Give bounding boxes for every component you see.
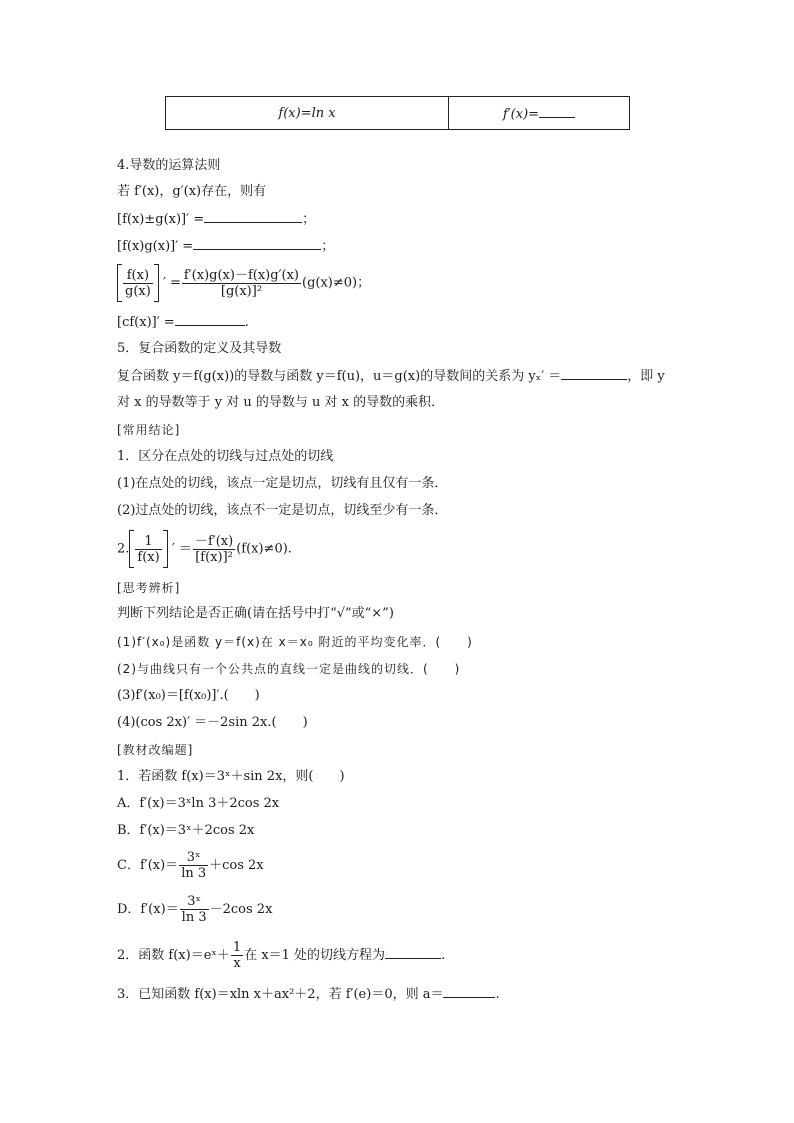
answer-blank[interactable] bbox=[443, 985, 495, 998]
answer-blank[interactable] bbox=[539, 105, 575, 118]
section-5-line2: 对 x 的导数等于 y 对 u 的导数与 u 对 x 的导数的乘积． bbox=[117, 395, 445, 410]
section-5-heading: 5．复合函数的定义及其导数 bbox=[117, 341, 282, 356]
answer-blank[interactable] bbox=[385, 946, 441, 959]
choice-b[interactable]: B．f′(x)＝3ˣ＋2cos 2x bbox=[117, 823, 255, 838]
choice-d[interactable]: D．f′(x)＝ $\frac{\text{3ˣ}}{\ln 3}$ －2cos 2x bbox=[117, 894, 273, 925]
judgement-1: (1)f′(x₀)是函数 y＝f(x)在 x＝x₀ 附近的平均变化率．( ) bbox=[117, 635, 473, 649]
section-5-line1: 复合函数 y＝f(g(x))的导数与函数 y＝f(u)，u＝g(x)的导数间的关系为 yₓ′ ＝ ，即 y bbox=[117, 369, 665, 384]
conclusion-1b: (2)过点处的切线，该点不一定是切点，切线至少有一条． bbox=[117, 503, 448, 518]
problem-3: 3．已知函数 f(x)＝xln x＋ax²＋2，若 f′(e)＝0，则 a＝ . bbox=[117, 987, 500, 1002]
problem-1: 1．若函数 f(x)＝3ˣ＋sin 2x，则( ) bbox=[117, 769, 345, 784]
answer-blank[interactable] bbox=[204, 210, 302, 223]
answer-blank[interactable] bbox=[561, 367, 627, 380]
problem-2: 2．函数 f(x)＝eˣ＋ $\frac{1}{x}$ 在 x＝1 处的切线方程为 . bbox=[117, 940, 446, 971]
section-4-heading: 4.导数的运算法则 bbox=[117, 158, 221, 173]
section-4-intro: 若 f′(x)，g′(x)存在，则有 bbox=[117, 184, 267, 199]
answer-blank[interactable] bbox=[193, 237, 321, 250]
derivative-table bbox=[165, 96, 630, 130]
judgement-3: (3)f′(x₀)＝[f(x₀)]′.( ) bbox=[117, 688, 260, 703]
think-intro: 判断下列结论是否正确(请在括号中打“√”或“×”) bbox=[117, 606, 394, 621]
choice-c[interactable]: C．f′(x)＝ $\frac{\text{3ˣ}}{\ln 3}$ ＋cos 2x bbox=[117, 850, 264, 881]
think-tag: [思考辨析] bbox=[117, 581, 181, 595]
rule-sum: [f(x)±g(x)]′ = ； bbox=[117, 212, 316, 227]
rule-product: [f(x)g(x)]′ = ； bbox=[117, 239, 335, 254]
table-cell-derivative: f′(x)= bbox=[449, 97, 630, 130]
common-conclusions-tag: [常用结论] bbox=[117, 423, 181, 437]
conclusion-1a: (1)在点处的切线，该点一定是切点，切线有且仅有一条． bbox=[117, 476, 448, 491]
conclusion-2: 2. $\frac{1}{f(x)}$ ′ ＝ $\frac{-f'(x)}{\text{[f(x)]²}}$ (f(x)≠0). bbox=[117, 530, 292, 568]
conclusion-1: 1．区分在点处的切线与过点处的切线 bbox=[117, 449, 334, 464]
textbook-tag: [教材改编题] bbox=[117, 743, 194, 757]
choice-a[interactable]: A．f′(x)＝3ˣln 3＋2cos 2x bbox=[117, 796, 280, 811]
judgement-2: (2)与曲线只有一个公共点的直线一定是曲线的切线．( ) bbox=[117, 662, 461, 676]
table-cell-function: f(x)=ln x bbox=[166, 97, 449, 130]
rule-constant: [cf(x)]′ = . bbox=[117, 315, 249, 330]
judgement-4: (4)(cos 2x)′ ＝－2sin 2x.( ) bbox=[117, 715, 308, 730]
answer-blank[interactable] bbox=[175, 313, 245, 326]
rule-quotient: $\frac{f(x)}{g(x)}$ ′ = $\frac{f'(x)g(x)-f(x)g'(x)}{\text{[g(x)]²}}$ (g(x)≠0)； bbox=[117, 264, 370, 302]
